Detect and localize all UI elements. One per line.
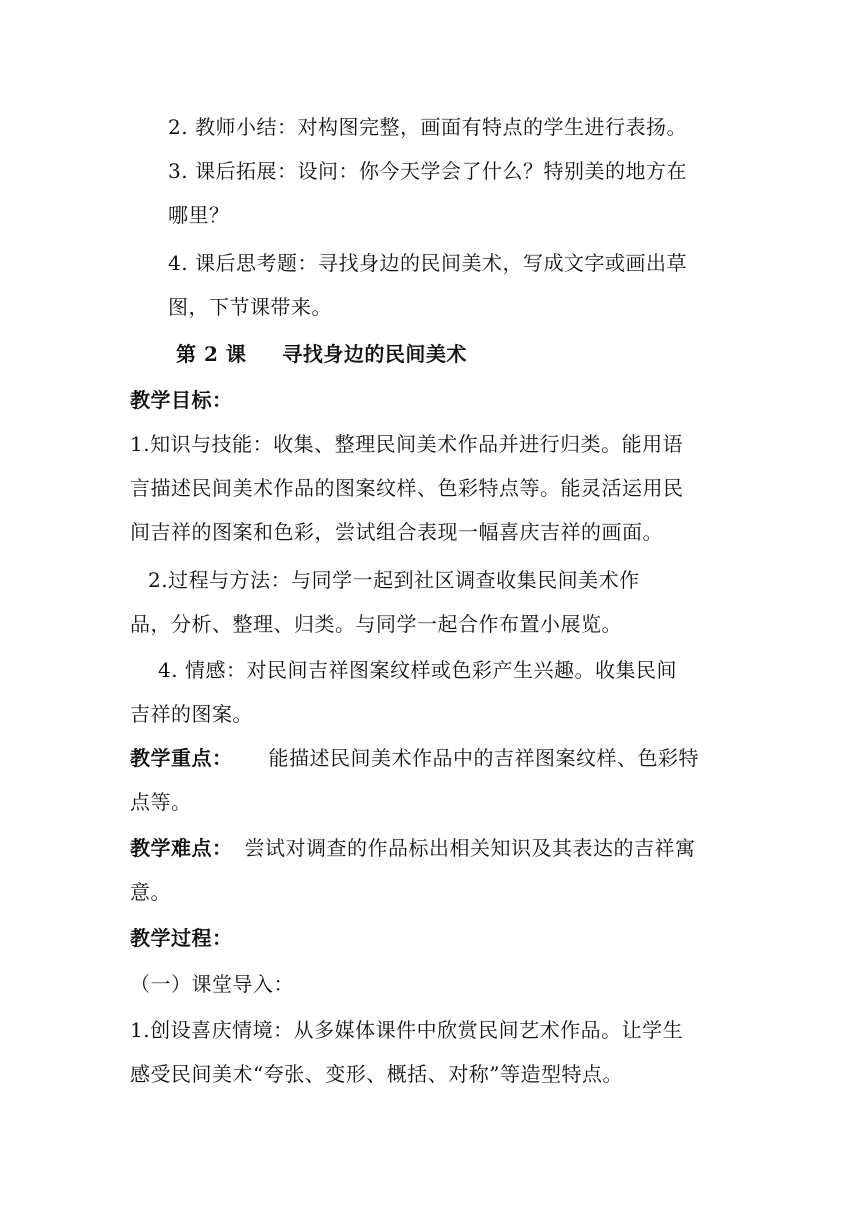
process-label: 教学过程：: [130, 926, 233, 950]
objective-1-line1: 1.知识与技能：收集、整理民间美术作品并进行归类。能用语: [130, 432, 684, 456]
objective-1-line2: 言描述民间美术作品的图案纹样、色彩特点等。能灵活运用民: [130, 476, 684, 500]
objective-2-line1: 2.过程与方法：与同学一起到社区调查收集民间美术作: [148, 568, 640, 592]
objective-2-line2: 品，分析、整理、归类。与同学一起合作布置小展览。: [130, 612, 622, 636]
difficulties-text: 尝试对调查的作品标出相关知识及其表达的吉祥寓: [244, 836, 696, 860]
difficulties-line1: [130, 834, 696, 862]
process-step-1-line2: 感受民间美术“夸张、变形、概括、对称”等造型特点。: [130, 1062, 623, 1086]
lesson-title: 寻找身边的民间美术: [282, 342, 467, 366]
key-points-text: 能描述民间美术作品中的吉祥图案纹样、色彩特: [268, 746, 699, 770]
homework-item-4-line1: 4. 课后思考题：寻找身边的民间美术，写成文字或画出草: [168, 251, 687, 275]
key-points-label: 教学重点：: [130, 746, 233, 770]
process-step-1-line1: 1.创设喜庆情境：从多媒体课件中欣赏民间艺术作品。让学生: [130, 1018, 684, 1042]
summary-item-2: 2. 教师小结：对构图完整，画面有特点的学生进行表扬。: [168, 115, 687, 139]
objective-4-line2: 吉祥的图案。: [130, 702, 253, 726]
difficulties-line2: 意。: [130, 880, 171, 904]
objective-1-line3: 间吉祥的图案和色彩，尝试组合表现一幅喜庆吉祥的画面。: [130, 520, 663, 544]
objective-4-line1: 4. 情感：对民间吉祥图案纹样或色彩产生兴趣。收集民间: [158, 658, 677, 682]
objectives-label: 教学目标：: [130, 388, 233, 412]
key-points-line2: 点等。: [130, 790, 192, 814]
key-points-line1: [130, 744, 699, 772]
lesson-heading: [176, 340, 467, 368]
homework-item-4-line2: 图，下节课带来。: [168, 295, 332, 319]
process-section-1: （一）课堂导入：: [130, 972, 294, 996]
difficulties-label: 教学难点：: [130, 836, 233, 860]
extension-item-3-line2: 哪里？: [168, 203, 230, 227]
extension-item-3-line1: 3. 课后拓展：设问：你今天学会了什么？特别美的地方在: [168, 159, 687, 183]
lesson-number: 第 2 课: [176, 342, 247, 366]
